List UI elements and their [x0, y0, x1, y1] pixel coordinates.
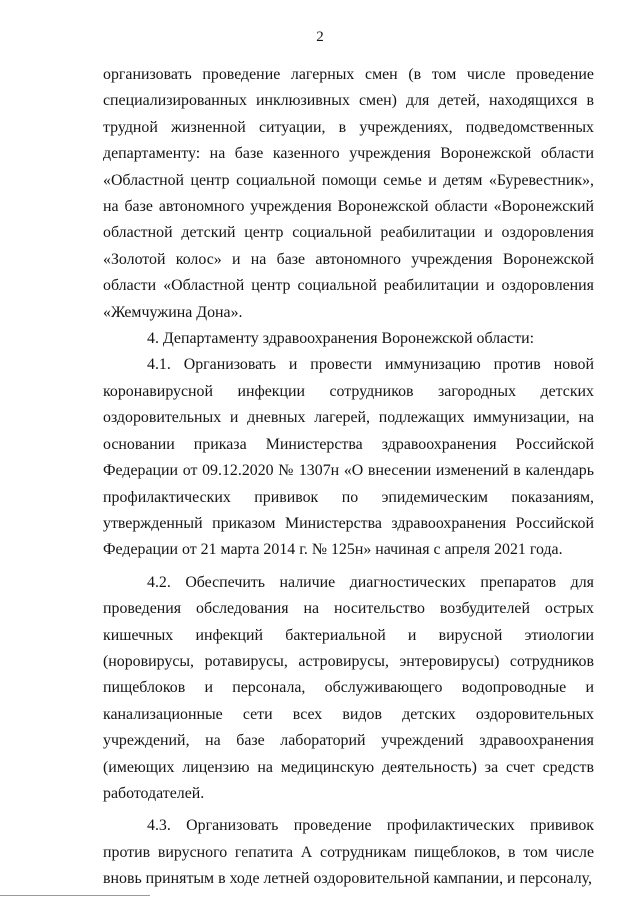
document-body	[103, 62, 594, 893]
paragraph-section-4-2: 4.2. Обеспечить наличие диагностических препаратов для проведения обследования на носительство возбудителей острых кишечных инфекций бактериальной и вирусной этиологии (норовирусы, ротавирусы, астровирусы, энтеровирусы) сотрудников пищеблоков и персонала, обслуживающего водопроводные и канализационные сети всех видов детских оздоровительных учреждений, на базе лабораторий учреждений здравоохранения (имеющих лицензию на медицинскую деятельность) за счет средств работодателей.	[103, 573, 594, 802]
page-number: 2	[316, 29, 324, 45]
paragraph-camp-shifts: организовать проведение лагерных смен (в том числе проведение специализированных инклюзивных смен) для детей, находящихся в трудной жизненной ситуации, в учреждениях, подведомственных департаменту: на базе казенного учреждения Воронежской области «Областной центр социальной помощи семье и детям «Буревестник», на базе автономного учреждения Воронежской области «Воронежский областной детский центр социальной реабилитации и оздоровления «Золотой колос» и на базе автономного учреждения Воронежской области «Областной центр социальной реабилитации и оздоровления «Жемчужина Дона».	[103, 66, 594, 321]
paragraph-section-4-1: 4.1. Организовать и провести иммунизацию против новой коронавирусной инфекции сотрудников загородных детских оздоровительных и дневных лагерей, подлежащих иммунизации, на основании приказа Министерства здравоохранения Российской Федерации от 09.12.2020 № 1307н «О внесении изменений в календарь профилактических прививок по эпидемическим показаниям, утвержденный приказом Министерства здравоохранения Российской Федерации от 21 марта 2014 г. № 125н» начиная с апреля 2021 года.	[103, 356, 594, 559]
paragraph-section-4-heading: 4. Департаменту здравоохранения Воронежской области:	[147, 330, 535, 348]
scan-edge-line	[0, 895, 150, 896]
paragraph-section-4-3: 4.3. Организовать проведение профилактических прививок против вирусного гепатита А сотрудникам пищеблоков, в том числе вновь принятым в ходе летней оздоровительной кампании, и персоналу,	[103, 817, 594, 888]
